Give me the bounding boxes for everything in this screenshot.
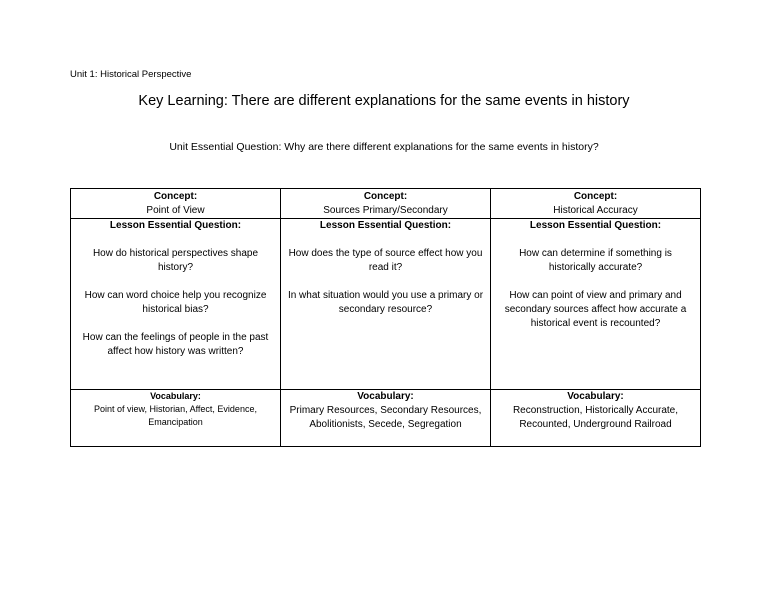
lesson-question: In what situation would you use a primary or secondary resource? <box>287 290 484 315</box>
lesson-question-label: Lesson Essential Question: <box>109 220 242 231</box>
lesson-question: How can word choice help you recognize historical bias? <box>84 290 267 315</box>
lesson-question: How can the feelings of people in the past affect how history was written? <box>82 332 269 357</box>
lesson-question: How does the type of source effect how you read it? <box>288 248 483 273</box>
vocab-terms: Reconstruction, Historically Accurate, Recounted, Underground Railroad <box>512 405 679 430</box>
vocab-terms: Primary Resources, Secondary Resources, Abolitionists, Secede, Segregation <box>289 405 482 430</box>
vocab-cell-accuracy <box>491 390 701 447</box>
lesson-question: How can point of view and primary and secondary sources affect how accurate a historical event is recounted? <box>504 290 687 329</box>
lesson-question-label: Lesson Essential Question: <box>529 220 662 231</box>
lesson-cell-sources <box>281 219 491 390</box>
lesson-question: How can determine if something is historically accurate? <box>519 248 672 273</box>
concept-value: Historical Accuracy <box>553 205 638 216</box>
lesson-question: How do historical perspectives shape history? <box>92 248 259 273</box>
lesson-cell-accuracy <box>491 219 701 390</box>
concept-label: Concept: <box>363 191 408 202</box>
concept-label: Concept: <box>573 191 618 202</box>
vocabulary-row <box>71 390 701 447</box>
vocab-cell-sources <box>281 390 491 447</box>
concept-value: Point of View <box>146 205 205 216</box>
key-learning-title: Key Learning: There are different explanations for the same events in history <box>138 93 630 109</box>
vocab-cell-point-of-view <box>71 390 281 447</box>
unit-essential-question: Unit Essential Question: Why are there different explanations for the same events in history? <box>169 141 599 153</box>
concept-cell-accuracy <box>491 189 701 219</box>
concept-cell-sources <box>281 189 491 219</box>
concept-cell-point-of-view <box>71 189 281 219</box>
concept-table <box>70 188 701 447</box>
concept-label: Concept: <box>153 191 198 202</box>
lesson-question-label: Lesson Essential Question: <box>319 220 452 231</box>
vocab-label: Vocabulary: <box>150 391 201 401</box>
vocab-label: Vocabulary: <box>567 391 624 402</box>
vocab-label: Vocabulary: <box>357 391 414 402</box>
vocab-terms: Point of view, Historian, Affect, Evidence, Emancipation <box>94 404 257 427</box>
concept-row <box>71 189 701 219</box>
lesson-cell-point-of-view <box>71 219 281 390</box>
lesson-questions-row <box>71 219 701 390</box>
unit-label: Unit 1: Historical Perspective <box>70 69 192 80</box>
concept-value: Sources Primary/Secondary <box>323 205 448 216</box>
